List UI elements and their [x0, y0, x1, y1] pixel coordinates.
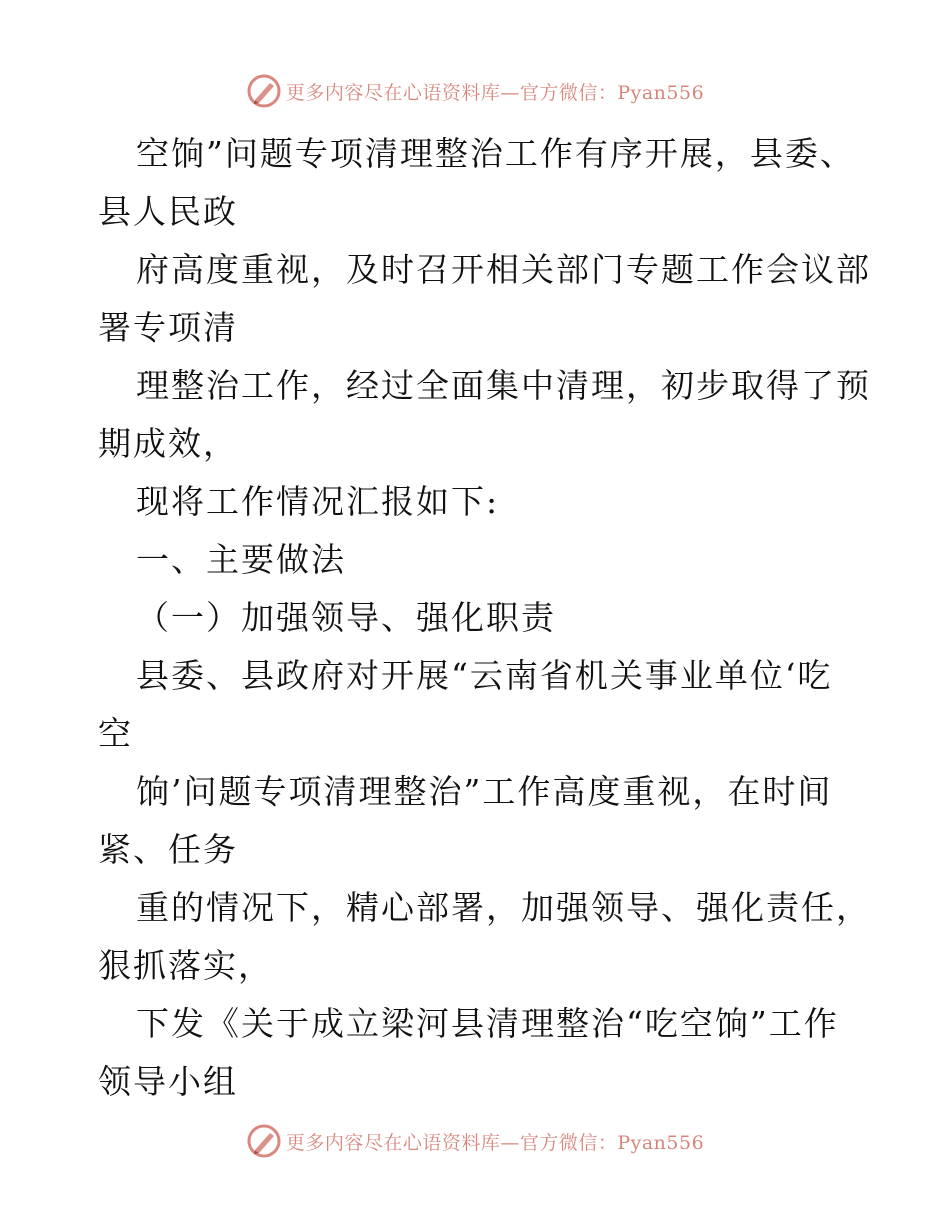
document-line: 空	[98, 714, 133, 753]
pen-logo-icon	[246, 73, 282, 109]
document-line: 重的情况下，精心部署，加强领导、强化责任，	[136, 888, 871, 927]
subsection-heading: （一）加强领导、强化职责	[136, 598, 556, 637]
document-line: 狠抓落实，	[98, 946, 273, 985]
document-line: 紧、任务	[98, 830, 238, 869]
footer-banner-text: 更多内容尽在心语资料库—官方微信：Pyan556	[285, 1131, 705, 1154]
pen-logo-icon	[246, 1123, 282, 1159]
document-line: 期成效，	[98, 424, 238, 463]
document-line: 县委、县政府对开展“云南省机关事业单位‘吃	[136, 656, 833, 695]
document-line: 县人民政	[98, 192, 238, 231]
header-banner-text: 更多内容尽在心语资料库—官方微信：Pyan556	[285, 81, 705, 104]
section-heading: 一、主要做法	[136, 540, 346, 579]
document-line: 空饷”问题专项清理整治工作有序开展，县委、	[136, 134, 855, 173]
document-line: 饷’问题专项清理整治”工作高度重视，在时间	[136, 772, 833, 811]
document-body	[98, 125, 871, 1111]
document-line: 下发《关于成立梁河县清理整治“吃空饷”工作	[136, 1004, 839, 1043]
footer-watermark-banner	[0, 1121, 950, 1161]
document-line: 署专项清	[98, 308, 238, 347]
document-line: 领导小组	[98, 1062, 238, 1101]
document-line: 现将工作情况汇报如下:	[136, 482, 500, 521]
document-line: 府高度重视，及时召开相关部门专题工作会议部	[136, 250, 871, 289]
document-line: 理整治工作，经过全面集中清理，初步取得了预	[136, 366, 871, 405]
header-watermark-banner	[0, 71, 950, 111]
